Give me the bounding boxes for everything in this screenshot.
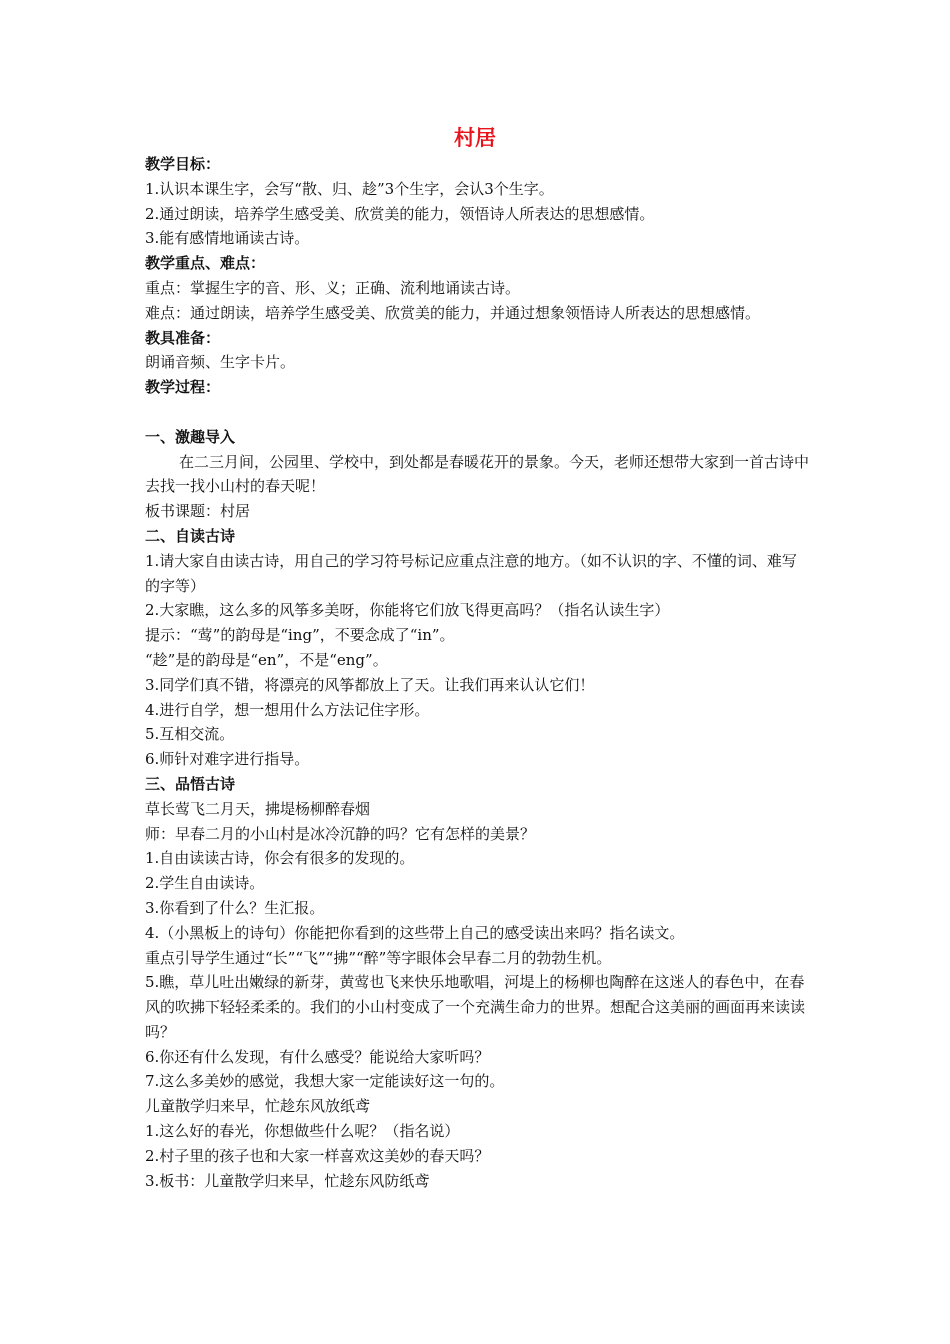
section2-line: 3.同学们真不错，将漂亮的风筝都放上了天。让我们再来认认它们！ bbox=[145, 675, 595, 694]
section3-line: 3.板书：儿童散学归来早，忙趁东风防纸鸢 bbox=[145, 1171, 430, 1190]
section2-line: 提示：“莺”的韵母是“ing”，不要念成了“in”。 bbox=[145, 626, 455, 645]
section3-line: 2.村子里的孩子也和大家一样喜欢这美妙的春天吗？ bbox=[145, 1146, 490, 1165]
poem-line: 草长莺飞二月天，拂堤杨柳醉春烟 bbox=[145, 799, 371, 818]
goal-item: 1.认识本课生字，会写“散、归、趁”3个生字，会认3个生字。 bbox=[145, 179, 554, 198]
section2-line: 4.进行自学，想一想用什么方法记住字形。 bbox=[145, 700, 430, 719]
document-body bbox=[145, 152, 810, 1193]
section3-line: 2.学生自由读诗。 bbox=[145, 874, 265, 893]
section3-line: 1.自由读读古诗，你会有很多的发现的。 bbox=[145, 849, 415, 868]
section3-line: 5.瞧，草儿吐出嫩绿的新芽，黄莺也飞来快乐地歌唱，河堤上的杨柳也陶醉在这迷人的春色中，在春风的吹拂下轻轻柔柔的。我们的小山村变成了一个充满生命力的世界。想配合这美丽的画面再来读读吗？ bbox=[145, 973, 806, 1041]
section3-line: 重点引导学生通过“长”“飞”“拂”“醉”等字眼体会早春二月的勃勃生机。 bbox=[145, 948, 612, 967]
focus-key: 重点：掌握生字的音、形、义；正确、流利地诵读古诗。 bbox=[145, 278, 521, 297]
goals-heading: 教学目标： bbox=[145, 155, 221, 173]
section3-line: 师：早春二月的小山村是冰冷沉静的吗？它有怎样的美景？ bbox=[145, 824, 536, 843]
section3-line: 6.你还有什么发现，有什么感受？能说给大家听吗？ bbox=[145, 1047, 490, 1066]
focus-difficult: 难点：通过朗读，培养学生感受美、欣赏美的能力，并通过想象领悟诗人所表达的思想感情。 bbox=[145, 303, 761, 322]
section1-board: 板书课题：村居 bbox=[145, 502, 251, 521]
prep-heading: 教具准备： bbox=[145, 328, 221, 347]
section2-line: 1.请大家自由读古诗，用自己的学习符号标记应重点注意的地方。（如不认识的字、不懂的词、难写的字等） bbox=[145, 551, 797, 595]
poem-line: 儿童散学归来早，忙趁东风放纸鸢 bbox=[145, 1097, 371, 1116]
section2-line: 2.大家瞧，这么多的风筝多美呀，你能将它们放飞得更高吗？（指名认读生字） bbox=[145, 601, 670, 620]
section3-heading: 三、品悟古诗 bbox=[145, 774, 236, 793]
document-title: 村居 bbox=[454, 126, 496, 150]
goal-item: 3.能有感情地诵读古诗。 bbox=[145, 229, 310, 248]
process-heading: 教学过程： bbox=[145, 378, 221, 397]
goal-item: 2.通过朗读，培养学生感受美、欣赏美的能力，领悟诗人所表达的思想感情。 bbox=[145, 204, 655, 223]
section3-line: 3.你看到了什么？生汇报。 bbox=[145, 898, 325, 917]
spacer bbox=[145, 400, 810, 425]
prep-text: 朗诵音频、生字卡片。 bbox=[145, 353, 296, 372]
section3-line: 1.这么好的春光，你想做些什么呢？（指名说） bbox=[145, 1122, 460, 1141]
section1-paragraph: 在二三月间，公园里、学校中，到处都是春暖花开的景象。今天，老师还想带大家到一首古诗中去找一找小山村的春天呢！ bbox=[145, 452, 810, 496]
focus-heading: 教学重点、难点： bbox=[145, 254, 266, 273]
section2-line: 5.互相交流。 bbox=[145, 725, 235, 744]
section1-heading: 一、激趣导入 bbox=[145, 427, 236, 446]
section3-line: 4.（小黑板上的诗句）你能把你看到的这些带上自己的感受读出来吗？指名读文。 bbox=[145, 923, 685, 942]
section3-line: 7.这么多美妙的感觉，我想大家一定能读好这一句的。 bbox=[145, 1072, 505, 1091]
section2-line: “趁”是的韵母是“en”，不是“eng”。 bbox=[145, 650, 388, 669]
section2-line: 6.师针对难字进行指导。 bbox=[145, 750, 310, 769]
section2-heading: 二、自读古诗 bbox=[145, 526, 236, 545]
